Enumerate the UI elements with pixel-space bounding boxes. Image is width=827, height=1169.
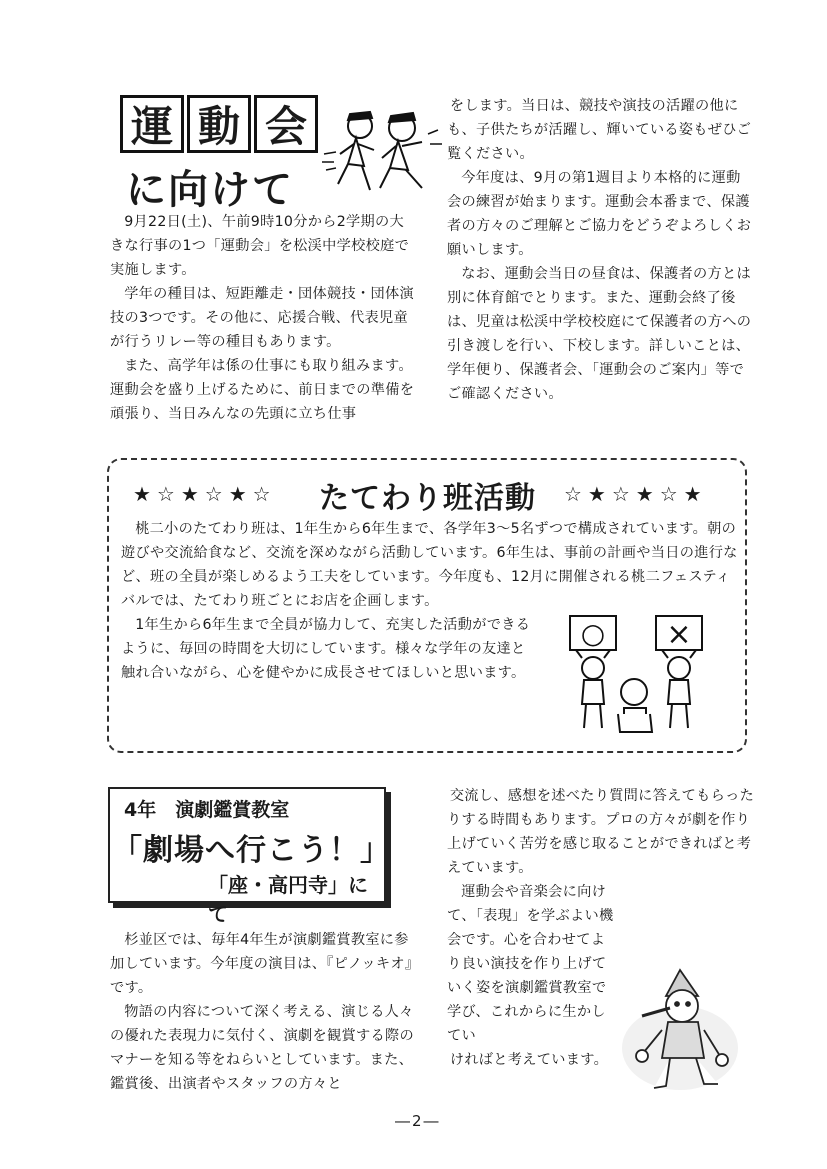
pinocchio-illustration <box>620 966 750 1096</box>
paragraph: 物語の内容について深く考える、演じる人々の優れた表現力に気付く、演劇を観賞する際のマナーを知る等をねらいとしています。また、鑑賞後、出演者やスタッフの方々と <box>110 1004 414 1092</box>
theater-venue: 「座・高円寺」にて <box>208 873 368 926</box>
paragraph: ければと考えています。 <box>449 1052 609 1068</box>
sign-circle: ○ <box>580 617 606 650</box>
sign-cross: × <box>666 617 692 652</box>
paragraph: 杉並区では、毎年4年生が演劇鑑賞教室に参加しています。今年度の演目は、『ピノッキオ』です。 <box>110 932 413 996</box>
paragraph: なお、運動会当日の昼食は、保護者の方とは別に体育館でとります。また、運動会終了後は、児童は松渓中学校校庭にて保護者の方への引き渡しを行い、下校します。詳しいことは、学年便り、保護者会、「運動会のご案内」等でご確認ください。 <box>447 266 752 402</box>
paragraph: また、高学年は係の仕事にも取り組みます。運動会を盛り上げるために、前日までの準備を頑張り、当日みんなの先頭に立ち仕事 <box>110 358 415 422</box>
section2-title: たてわり班活動 <box>319 481 536 516</box>
title-char: 運 <box>130 102 173 151</box>
paragraph: 9月22日(土)、午前9時10分から2学期の大きな行事の1つ「運動会」を松渓中学校校庭で実施します。 <box>110 214 410 278</box>
section-group-activity <box>107 458 747 753</box>
title-char-box <box>254 95 318 153</box>
section-sports-day <box>0 0 827 440</box>
title-char-box <box>120 95 184 153</box>
paragraph: をします。当日は、競技や演技の活躍の他にも、子供たちが活躍し、輝いている姿もぜひご覧ください。 <box>447 98 752 162</box>
title-char-box <box>187 95 251 153</box>
sports-day-column-left <box>110 210 416 426</box>
children-quiz-illustration <box>564 612 740 736</box>
paragraph: 運動会や音楽会に向けて、「表現」を学ぶよい機会です。心を合わせてより良い演技を作り上げていく姿を演劇鑑賞教室で学び、これからに生かしてい <box>447 884 614 1044</box>
stars-left: ★☆★☆★☆ <box>133 482 277 506</box>
group-activity-text-1 <box>121 517 743 613</box>
theater-title: 「劇場へ行こう！」 <box>112 833 391 868</box>
page-number: ―2― <box>395 1112 441 1130</box>
group-activity-text-2 <box>121 613 535 685</box>
paragraph: 今年度は、9月の第1週目より本格的に運動会の練習が始まります。運動会本番まで、保護者の方々のご理解とご協力をどうぞよろしくお願いします。 <box>447 170 752 258</box>
sports-day-column-right <box>447 94 753 406</box>
paragraph: 桃二小のたてわり班は、1年生から6年生まで、各学年3～5名ずつで構成されています。朝の遊びや交流給食など、交流を深めながら活動しています。6年生は、事前の計画や当日の進行など、班の全員が楽しめるよう工夫をしています。今年度も、12月に開催される桃二フェスティバルでは、たてわり班ごとにお店を企画します。 <box>121 521 738 609</box>
theater-header-box <box>108 787 391 926</box>
paragraph: 1年生から6年生まで全員が協力して、充実した活動ができるように、毎回の時間を大切にしています。様々な学年の友達と触れ合いながら、心を健やかに成長させてほしいと思います。 <box>121 617 531 681</box>
section1-subtitle: に向けて <box>126 167 294 213</box>
stars-right: ☆★☆★☆★ <box>564 482 708 506</box>
paragraph: 交流し、感想を述べたり質問に答えてもらったりする時間もあります。プロの方々が劇を作り上げていく苦労を感じ取ることができればと考えています。 <box>447 788 755 876</box>
paragraph: 学年の種目は、短距離走・団体競技・団体演技の3つです。その他に、応援合戦、代表児童が行うリレー等の種目もあります。 <box>110 286 414 350</box>
title-char: 動 <box>197 102 240 151</box>
theater-column-left <box>110 928 418 1096</box>
theater-grade-label: 4年 演劇鑑賞教室 <box>124 799 290 821</box>
running-kids-illustration <box>318 104 446 200</box>
title-char: 会 <box>264 102 307 151</box>
